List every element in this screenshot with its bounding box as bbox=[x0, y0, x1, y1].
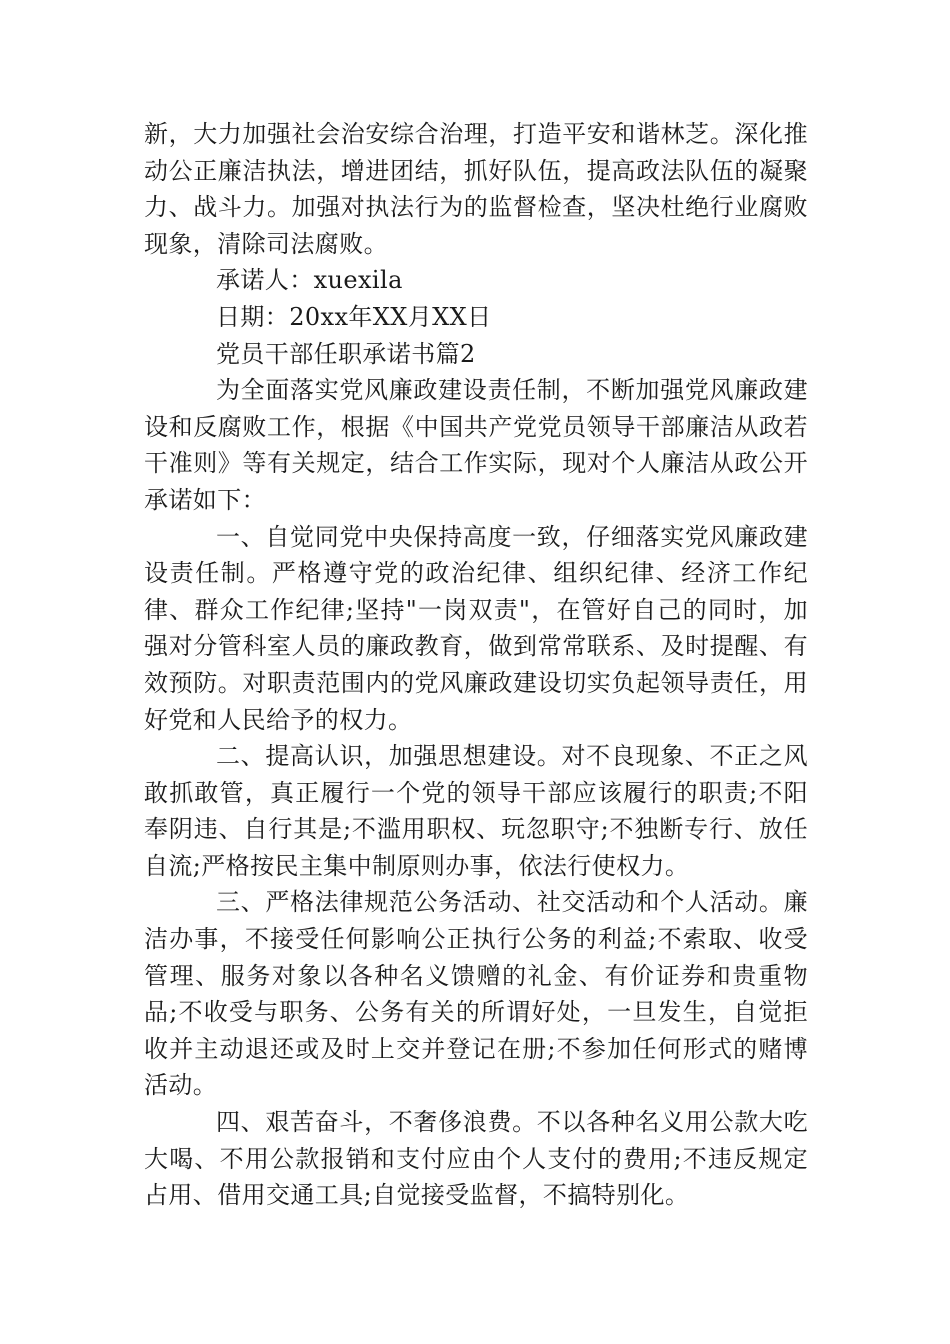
date-line: 日期：20xx年XX月XX日 bbox=[216, 302, 492, 331]
item-one-paragraph: 一、自觉同党中央保持高度一致，仔细落实党风廉政建设责任制。严格遵守党的政治纪律、组织纪律、经济工作纪律、群众工作纪律;坚持"一岗双责"，在管好自己的同时，加强对分管科室人员的廉政教育，做到常常联系、及时提醒、有效预防。对职责范围内的党风廉政建设切实负起领导责任，用好党和人民给予的权力。 bbox=[144, 522, 808, 734]
intro-paragraph: 为全面落实党风廉政建设责任制，不断加强党风廉政建设和反腐败工作，根据《中国共产党党员领导干部廉洁从政若干准则》等有关规定，结合工作实际，现对个人廉洁从政公开承诺如下： bbox=[144, 376, 808, 514]
item-four-paragraph: 四、艰苦奋斗，不奢侈浪费。不以各种名义用公款大吃大喝、不用公款报销和支付应由个人支付的费用;不违反规定占用、借用交通工具;自觉接受监督，不搞特别化。 bbox=[144, 1108, 808, 1210]
paragraph-continuation: 新，大力加强社会治安综合治理，打造平安和谐林芝。深化推动公正廉洁执法，增进团结，抓好队伍，提高政法队伍的凝聚力、战斗力。加强对执法行为的监督检查，坚决杜绝行业腐败现象，清除司法腐败。 bbox=[144, 120, 808, 258]
section-title: 党员干部任职承诺书篇2 bbox=[216, 339, 476, 368]
item-three-paragraph: 三、严格法律规范公务活动、社交活动和个人活动。廉洁办事，不接受任何影响公正执行公务的利益;不索取、收受管理、服务对象以各种名义馈赠的礼金、有价证券和贵重物品;不收受与职务、公务有关的所谓好处，一旦发生，自觉拒收并主动退还或及时上交并登记在册;不参加任何形式的赌博活动。 bbox=[144, 888, 808, 1100]
promisor-line: 承诺人：xuexila bbox=[216, 266, 403, 295]
document-body bbox=[144, 116, 808, 1214]
item-two-paragraph: 二、提高认识，加强思想建设。对不良现象、不正之风敢抓敢管，真正履行一个党的领导干部应该履行的职责;不阳奉阴违、自行其是;不滥用职权、玩忽职守;不独断专行、放任自流;严格按民主集中制原则办事，依法行使权力。 bbox=[144, 742, 808, 880]
